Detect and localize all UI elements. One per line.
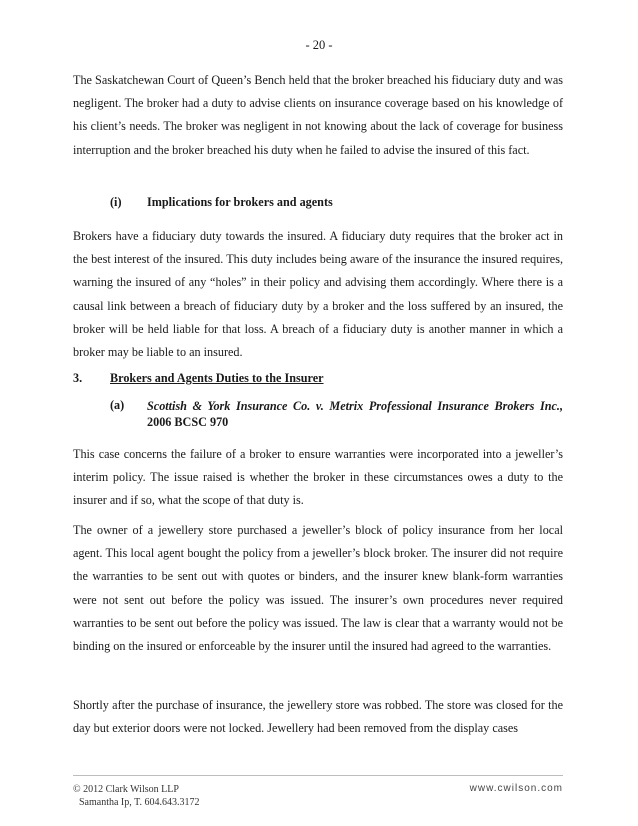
footer-website: www.cwilson.com bbox=[469, 783, 563, 794]
paragraph-court-holding: The Saskatchewan Court of Queen’s Bench held that the broker breached his fiduciary duty and was negligent. The broker had a duty to advise clients on insurance coverage based on his knowledge of his client’s needs. The broker was negligent in not knowing about the lack of coverage for business interruption and the broker breached his duty when he failed to advise the insured of this fact. bbox=[73, 73, 563, 157]
section-3-number: 3. bbox=[73, 371, 83, 385]
case-citation: 2006 BCSC 970 bbox=[147, 415, 229, 429]
footer-author: Samantha Ip, T. 604.643.3172 bbox=[79, 797, 200, 808]
case-title bbox=[147, 398, 563, 430]
paragraph-robbery: Shortly after the purchase of insurance, the jewellery store was robbed. The store was closed for the day but exterior doors were not locked. Jewellery had been removed from the display cases bbox=[73, 698, 563, 736]
footer-left bbox=[73, 783, 199, 809]
page-number: - 20 - bbox=[305, 38, 333, 52]
case-name: Scottish & York Insurance Co. v. Metrix Professional Insurance Brokers Inc., bbox=[147, 399, 563, 413]
footer-divider bbox=[73, 775, 563, 776]
subheading-i-number: (i) bbox=[110, 195, 122, 209]
paragraph-facts: The owner of a jewellery store purchased a jeweller’s block of policy insurance from her local agent. This local agent bought the policy from a jeweller’s block broker. The insurer did not require the warranties to be sent out with quotes or binders, and the insurer knew blank-form warranties were not sent out before the policy was issued. The insurer’s own procedures never required warranties to be sent out before the policy was issued. The law is clear that a warranty would not be binding on the insured or enforceable by the insurer until the insured had agreed to the warranties. bbox=[73, 523, 563, 654]
paragraph-case-summary: This case concerns the failure of a broker to ensure warranties were incorporated into a jeweller’s interim policy. The issue raised is whether the broker in these circumstances owes a duty to the insurer and if so, what the scope of that duty is. bbox=[73, 447, 563, 508]
footer-copyright: © 2012 Clark Wilson LLP bbox=[73, 784, 179, 795]
section-3-title: Brokers and Agents Duties to the Insurer bbox=[110, 371, 324, 385]
subheading-a-number: (a) bbox=[110, 398, 125, 412]
subheading-i-title: Implications for brokers and agents bbox=[147, 195, 333, 209]
paragraph-fiduciary-duty: Brokers have a fiduciary duty towards the insured. A fiduciary duty requires that the broker act in the best interest of the insured. This duty includes being aware of the insurance the insured requires, warning the insured of any “holes” in their policy and advising them accordingly. Where there is a causal link between a breach of fiduciary duty by a broker and the loss suffered by an insured, the broker will be held liable for that loss. A breach of a fiduciary duty is another manner in which a broker may be liable to an insured. bbox=[73, 229, 563, 360]
